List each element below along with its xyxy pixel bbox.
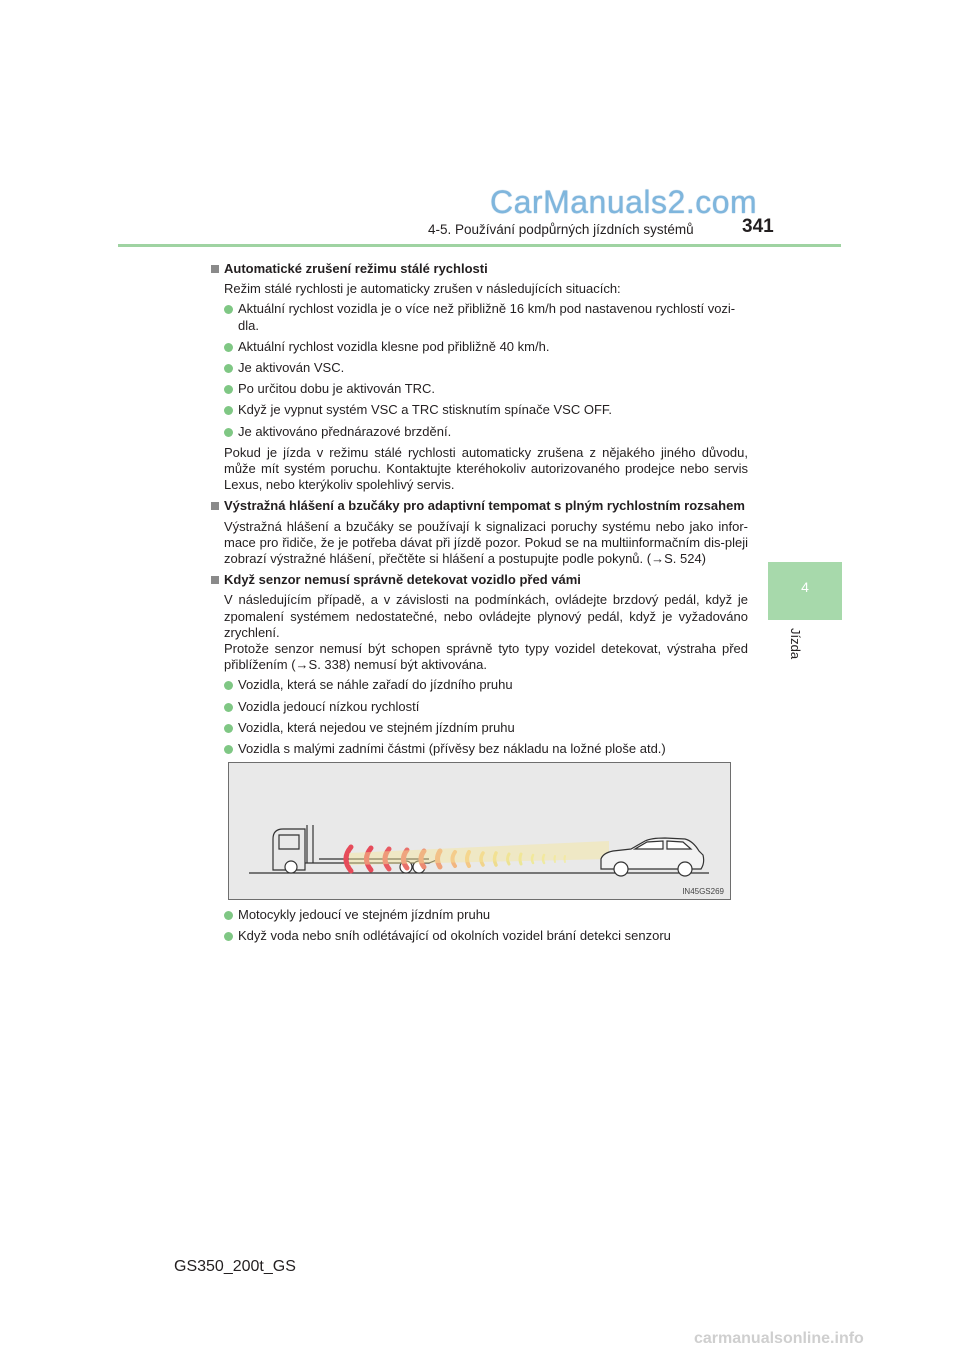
list-item-text: Je aktivováno přednárazové brzdění. <box>238 423 452 439</box>
section-heading-text: Automatické zrušení režimu stálé rychlosti <box>224 261 488 276</box>
list-item-text: Vozidla, která nejedou ve stejném jízdním pruhu <box>238 719 515 735</box>
list-item-text: Je aktivován VSC. <box>238 360 345 376</box>
list-item <box>210 360 748 376</box>
chapter-tab-label: Jízda <box>788 628 803 660</box>
list-item <box>210 741 748 757</box>
footer-model: GS350_200t_GS <box>174 1258 296 1275</box>
section-intro: V následujícím případě, a v závislosti na podmínkách, ovládejte brzdový pedál, když je zpomalení systémem nedostatečné, nebo ovládejte plynový pedál, když je vyžadováno zrychlení. <box>224 592 748 640</box>
watermark-bottom: carmanualsonline.info <box>694 1330 864 1347</box>
list-item-text: Aktuální rychlost vozidla klesne pod přibližně 40 km/h. <box>238 338 550 354</box>
list-item <box>210 339 748 355</box>
section-intro: Výstražná hlášení a bzučáky se používají k signalizaci poruchy systému nebo jako infor-mace pro řidiče, že je potřeba dávat při jízdě pozor. Pokud se na multiinformačním dis-pleji zobrazí výstražné hlášení, přečtěte si hlášení a postupujte podle pokynů. (→S. 524) <box>224 518 748 567</box>
bullet-dot-icon <box>224 932 233 941</box>
list-item <box>210 928 748 944</box>
heading-square-icon <box>211 265 219 273</box>
list-item <box>210 699 748 715</box>
illustration <box>228 762 731 900</box>
bullet-dot-icon <box>224 364 233 373</box>
section-intro: Režim stálé rychlosti je automaticky zrušen v následujících situacích: <box>224 281 621 297</box>
bullet-dot-icon <box>224 385 233 394</box>
section-intro-2: Protože senzor nemusí být schopen správně tyto typy vozidel detekovat, výstraha před přiblížením (→S. 338) nemusí být aktivována. <box>224 641 748 673</box>
bottom-list <box>210 907 748 949</box>
watermark-top: CarManuals2.com <box>490 184 758 220</box>
list-item <box>210 381 748 397</box>
list-item-text: Když je vypnut systém VSC a TRC stisknutím spínače VSC OFF. <box>238 402 612 418</box>
heading-square-icon <box>211 576 219 584</box>
bullet-dot-icon <box>224 681 233 690</box>
list-item <box>210 424 748 440</box>
section-heading-text: Výstražná hlášení a bzučáky pro adaptivní tempomat s plným rychlostním rozsahem <box>224 498 745 514</box>
section-heading <box>210 572 748 588</box>
main-content <box>210 256 748 762</box>
page-header-title: 4-5. Používání podpůrných jízdních systémů <box>428 222 694 237</box>
radar-beam <box>349 841 609 865</box>
list-item-text: Aktuální rychlost vozidla je o více než přibližně 16 km/h pod nastavenou rychlostí vozi-dla. <box>238 301 736 333</box>
bullet-dot-icon <box>224 428 233 437</box>
bullet-dot-icon <box>224 305 233 314</box>
chapter-tab <box>768 562 842 620</box>
list-item-text: Když voda nebo sníh odlétávající od okolních vozidel brání detekci senzoru <box>238 928 671 944</box>
bullet-dot-icon <box>224 703 233 712</box>
list-item-text: Vozidla jedoucí nízkou rychlostí <box>238 698 420 714</box>
bullet-dot-icon <box>224 745 233 754</box>
list-item <box>210 301 748 333</box>
section-heading <box>210 261 748 277</box>
list-item <box>210 907 748 923</box>
section-outro: Pokud je jízda v režimu stálé rychlosti automaticky zrušena z nějakého jiného důvodu, může mít systém poruchu. Kontaktujte kteréhokoliv autorizovaného prodejce nebo servis Lexus, nebo kterýkoliv spolehlivý servis. <box>224 444 748 493</box>
car-icon <box>601 838 704 876</box>
list-item-text: Vozidla s malými zadními částmi (přívěsy bez nákladu na ložné ploše atd.) <box>238 741 666 757</box>
list-item <box>210 402 748 418</box>
list-item-text: Po určitou dobu je aktivován TRC. <box>238 381 436 397</box>
heading-square-icon <box>211 502 219 510</box>
bullet-dot-icon <box>224 343 233 352</box>
truck-radar-car-illustration <box>229 763 730 899</box>
chapter-tab-number: 4 <box>801 579 809 595</box>
truck-icon <box>273 825 439 873</box>
list-item-text: Vozidla, která se náhle zařadí do jízdního pruhu <box>238 677 513 693</box>
bullet-dot-icon <box>224 406 233 415</box>
header-rule <box>118 244 841 247</box>
list-item-text: Motocykly jedoucí ve stejném jízdním pruhu <box>238 907 491 922</box>
figure-code: IN45GS269 <box>682 887 724 896</box>
list-item <box>210 677 748 693</box>
section-heading-text: Když senzor nemusí správně detekovat vozidlo před vámi <box>224 572 581 588</box>
section-heading <box>210 498 748 514</box>
list-item <box>210 720 748 736</box>
bullet-dot-icon <box>224 724 233 733</box>
page-number: 341 <box>742 216 774 237</box>
bullet-dot-icon <box>224 911 233 920</box>
